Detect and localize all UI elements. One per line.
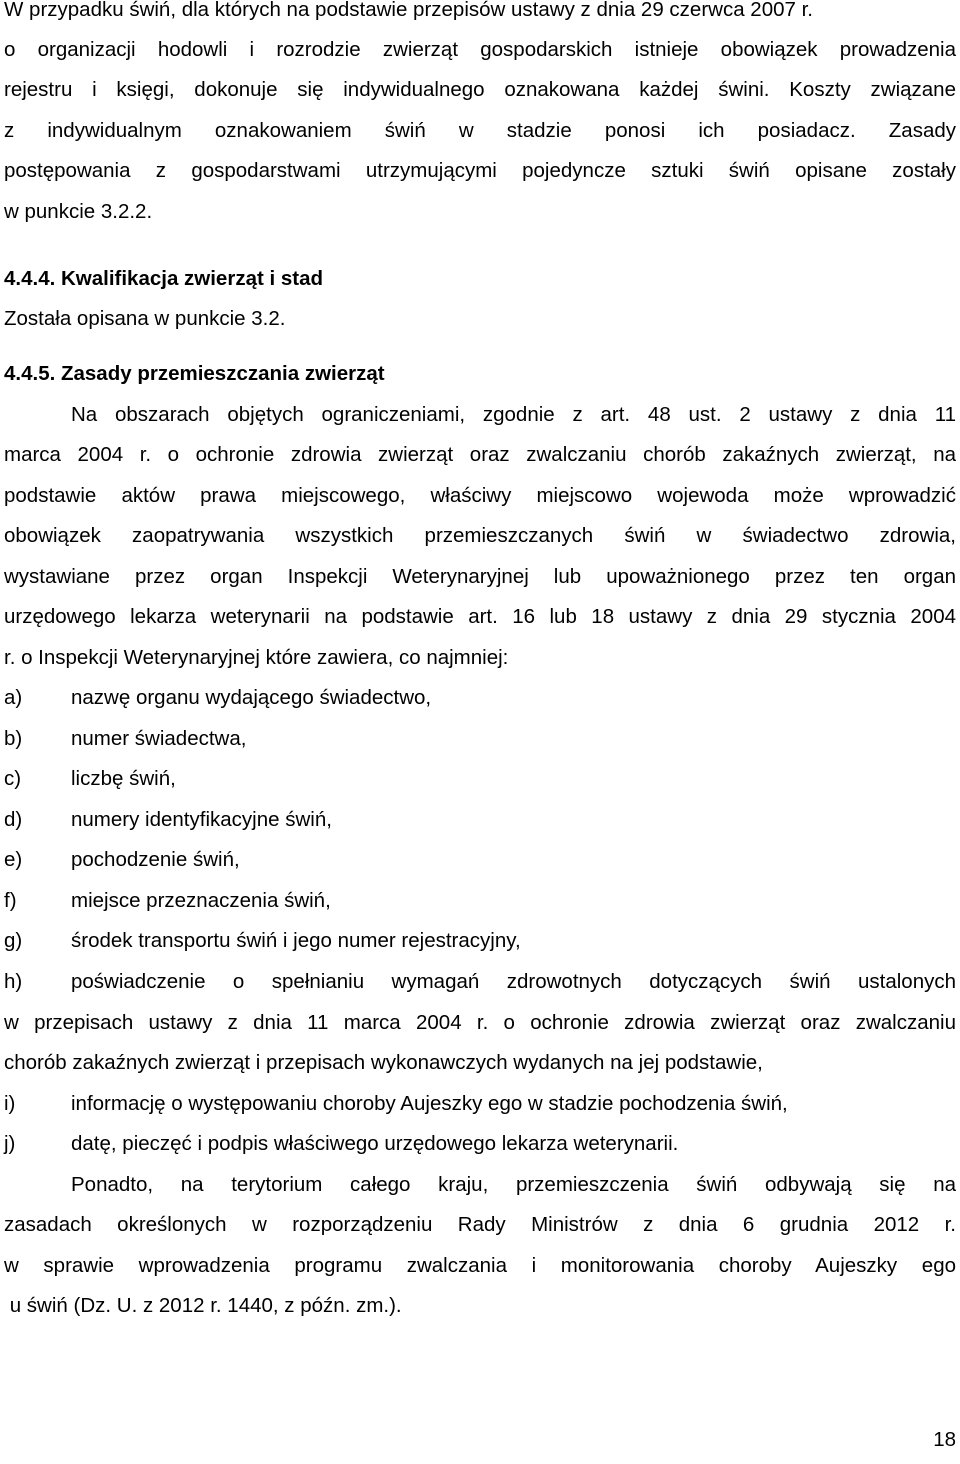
list-item-label: a): [4, 686, 23, 709]
section-445-line: marca 2004 r. o ochronie zdrowia zwierząt oraz zwalczaniu chorób zakaźnych zwierząt, na: [4, 443, 956, 466]
closing-line: u świń (Dz. U. z 2012 r. 1440, z późn. zm.).: [4, 1294, 402, 1317]
section-445-line: wystawiane przez organ Inspekcji Weterynaryjnej lub upoważnionego przez ten organ: [4, 565, 956, 588]
intro-line: W przypadku świń, dla których na podstawie przepisów ustawy z dnia 29 czerwca 2007 r.: [4, 0, 813, 21]
section-heading-444: 4.4.4. Kwalifikacja zwierząt i stad: [4, 267, 324, 290]
closing-line: Ponadto, na terytorium całego kraju, przemieszczenia świń odbywają się na: [71, 1173, 956, 1196]
intro-line: o organizacji hodowli i rozrodzie zwierząt gospodarskich istnieje obowiązek prowadzenia: [4, 38, 956, 61]
section-445-line: podstawie aktów prawa miejscowego, właściwy miejscowo wojewoda może wprowadzić: [4, 484, 956, 507]
list-item-label: b): [4, 727, 23, 750]
list-item-text: numery identyfikacyjne świń,: [71, 808, 332, 831]
section-445-line: urzędowego lekarza weterynarii na podstawie art. 16 lub 18 ustawy z dnia 29 stycznia 2004: [4, 605, 956, 628]
section-444-body: Została opisana w punkcie 3.2.: [4, 307, 286, 330]
list-item-text: pochodzenie świń,: [71, 848, 240, 871]
list-item-text: datę, pieczęć i podpis właściwego urzędowego lekarza weterynarii.: [71, 1132, 679, 1155]
page-number: 18: [933, 1428, 956, 1451]
section-heading-445: 4.4.5. Zasady przemieszczania zwierząt: [4, 362, 385, 385]
intro-line: z indywidualnym oznakowaniem świń w stadzie ponosi ich posiadacz. Zasady: [4, 119, 956, 142]
intro-line: postępowania z gospodarstwami utrzymującymi pojedyncze sztuki świń opisane zostały: [4, 159, 956, 182]
closing-line: zasadach określonych w rozporządzeniu Rady Ministrów z dnia 6 grudnia 2012 r.: [4, 1213, 956, 1236]
closing-line: w sprawie wprowadzenia programu zwalczania i monitorowania choroby Aujeszky ego: [4, 1254, 956, 1277]
list-item-label: e): [4, 848, 23, 871]
intro-line: w punkcie 3.2.2.: [4, 200, 153, 223]
section-445-line: obowiązek zaopatrywania wszystkich przemieszczanych świń w świadectwo zdrowia,: [4, 524, 956, 547]
intro-line: rejestru i księgi, dokonuje się indywidualnego oznakowana każdej świni. Koszty związane: [4, 78, 956, 101]
section-445-line: r. o Inspekcji Weterynaryjnej które zawiera, co najmniej:: [4, 646, 509, 669]
list-item-continuation: w przepisach ustawy z dnia 11 marca 2004 r. o ochronie zdrowia zwierząt oraz zwalczaniu: [4, 1011, 956, 1034]
list-item-continuation: chorób zakaźnych zwierząt i przepisach wykonawczych wydanych na jej podstawie,: [4, 1051, 763, 1074]
list-item-text: poświadczenie o spełnianiu wymagań zdrowotnych dotyczących świń ustalonych: [71, 970, 956, 993]
list-item-label: f): [4, 889, 17, 912]
list-item-text: numer świadectwa,: [71, 727, 247, 750]
list-item-text: nazwę organu wydającego świadectwo,: [71, 686, 432, 709]
list-item-label: c): [4, 767, 22, 790]
list-item-label: d): [4, 808, 23, 831]
section-445-line: Na obszarach objętych ograniczeniami, zgodnie z art. 48 ust. 2 ustawy z dnia 11: [71, 403, 956, 426]
list-item-label: j): [4, 1132, 16, 1155]
list-item-label: i): [4, 1092, 16, 1115]
list-item-text: środek transportu świń i jego numer rejestracyjny,: [71, 929, 521, 952]
list-item-label: g): [4, 929, 23, 952]
list-item-text: informację o występowaniu choroby Aujeszky ego w stadzie pochodzenia świń,: [71, 1092, 788, 1115]
list-item-text: liczbę świń,: [71, 767, 176, 790]
list-item-text: miejsce przeznaczenia świń,: [71, 889, 331, 912]
list-item-label: h): [4, 970, 23, 993]
